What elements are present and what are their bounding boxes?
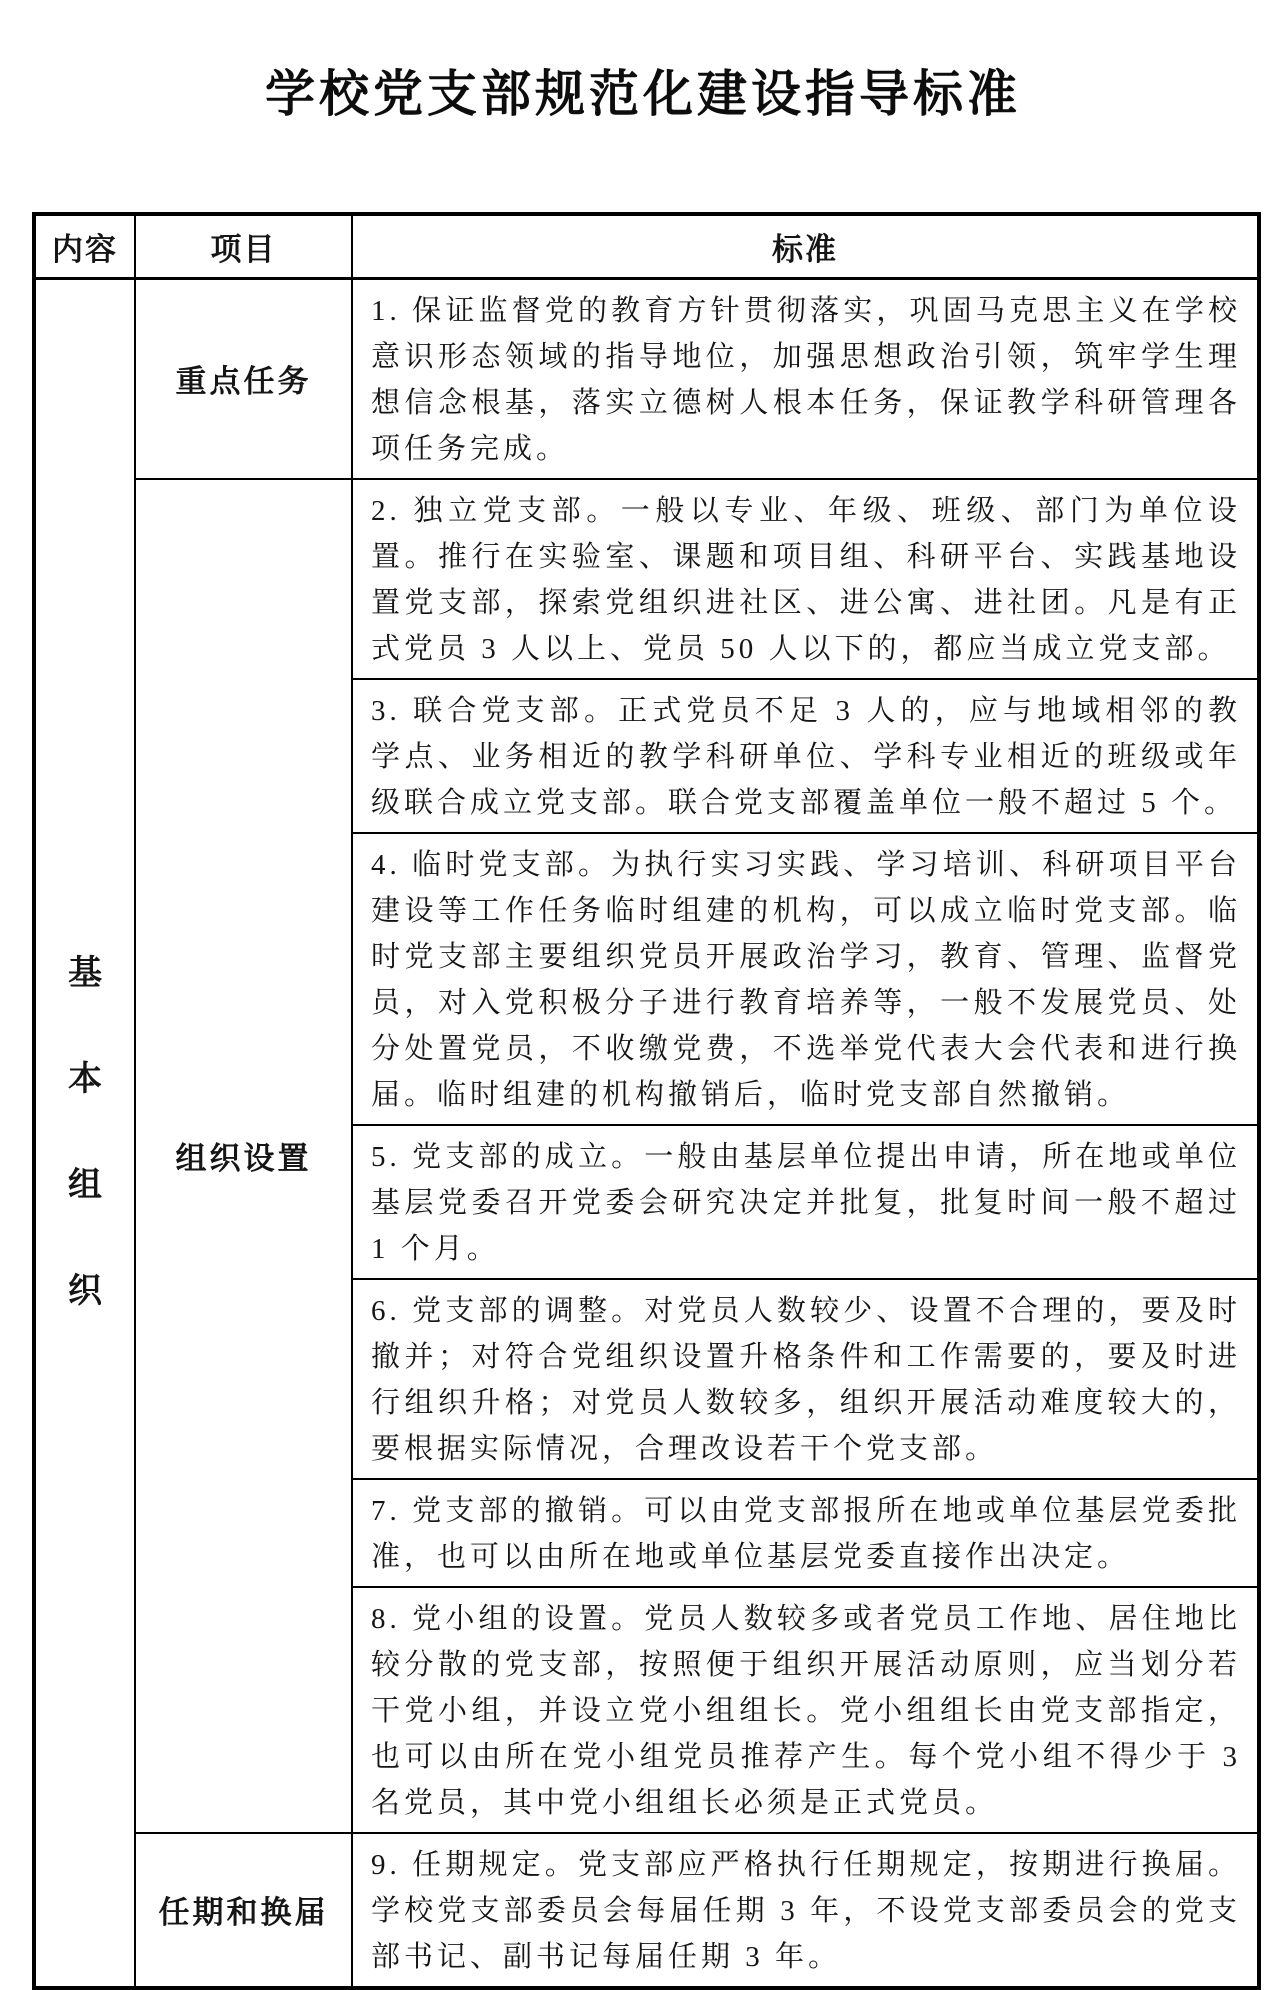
item-cell-organization-setup: 组织设置 xyxy=(135,479,352,1833)
standard-cell-8: 8. 党小组的设置。党员人数较多或者党员工作地、居住地比较分散的党支部，按照便于组织开展活动原则，应当划分若干党小组，并设立党小组组长。党小组组长由党支部指定，也可以由所在党小组党员推荐产生。每个党小组不得少于 3 名党员，其中党小组组长必须是正式党员。 xyxy=(352,1587,1259,1833)
column-header-standard: 标准 xyxy=(352,214,1259,278)
vertical-label-char: 组 xyxy=(68,1166,102,1204)
standard-cell-4: 4. 临时党支部。为执行实习实践、学习培训、科研项目平台建设等工作任务临时组建的机构，可以成立临时党支部。临时党支部主要组织党员开展政治学习，教育、管理、监督党员，对入党积极分子进行教育培养等，一般不发展党员、处分处置党员，不收缴党费，不选举党代表大会代表和进行换届。临时组建的机构撤销后，临时党支部自然撤销。 xyxy=(352,833,1259,1125)
standard-cell-5: 5. 党支部的成立。一般由基层单位提出申请，所在地或单位基层党委召开党委会研究决定并批复，批复时间一般不超过 1 个月。 xyxy=(352,1125,1259,1279)
table-row-independent-branch xyxy=(34,479,1259,679)
vertical-label-char: 基 xyxy=(68,954,102,992)
standards-table xyxy=(32,212,1261,1990)
page-title: 学校党支部规范化建设指导标准 xyxy=(265,66,1021,122)
table-row-key-tasks xyxy=(34,278,1259,479)
standard-cell-9: 9. 任期规定。党支部应严格执行任期规定，按期进行换届。学校党支部委员会每届任期 3 年，不设党支部委员会的党支部书记、副书记每届任期 3 年。 xyxy=(352,1833,1259,1988)
table-header-row xyxy=(34,214,1259,278)
column-header-content: 内容 xyxy=(34,214,135,278)
standard-cell-2: 2. 独立党支部。一般以专业、年级、班级、部门为单位设置。推行在实验室、课题和项目组、科研平台、实践基地设置党支部，探索党组织进社区、进公寓、进社团。凡是有正式党员 3 人以上、党员 50 人以下的，都应当成立党支部。 xyxy=(352,479,1259,679)
vertical-label-char: 织 xyxy=(68,1272,102,1310)
column-header-item: 项目 xyxy=(135,214,352,278)
content-group-cell-basic-organization xyxy=(34,278,135,1988)
standard-cell-1: 1. 保证监督党的教育方针贯彻落实，巩固马克思主义在学校意识形态领域的指导地位，加强思想政治引领，筑牢学生理想信念根基，落实立德树人根本任务，保证教学科研管理各项任务完成。 xyxy=(352,278,1259,479)
table-row-term-rules xyxy=(34,1833,1259,1988)
standard-cell-7: 7. 党支部的撤销。可以由党支部报所在地或单位基层党委批准，也可以由所在地或单位基层党委直接作出决定。 xyxy=(352,1479,1259,1587)
vertical-label-char: 本 xyxy=(68,1060,102,1098)
item-cell-key-tasks: 重点任务 xyxy=(135,278,352,479)
item-cell-term-and-reelection: 任期和换届 xyxy=(135,1833,352,1988)
vertical-label-basic-organization xyxy=(37,954,133,1310)
standard-cell-6: 6. 党支部的调整。对党员人数较少、设置不合理的，要及时撤并；对符合党组织设置升格条件和工作需要的，要及时进行组织升格；对党员人数较多，组织开展活动难度较大的，要根据实际情况，合理改设若干个党支部。 xyxy=(352,1279,1259,1479)
standard-cell-3: 3. 联合党支部。正式党员不足 3 人的，应与地域相邻的教学点、业务相近的教学科研单位、学科专业相近的班级或年级联合成立党支部。联合党支部覆盖单位一般不超过 5 个。 xyxy=(352,679,1259,833)
